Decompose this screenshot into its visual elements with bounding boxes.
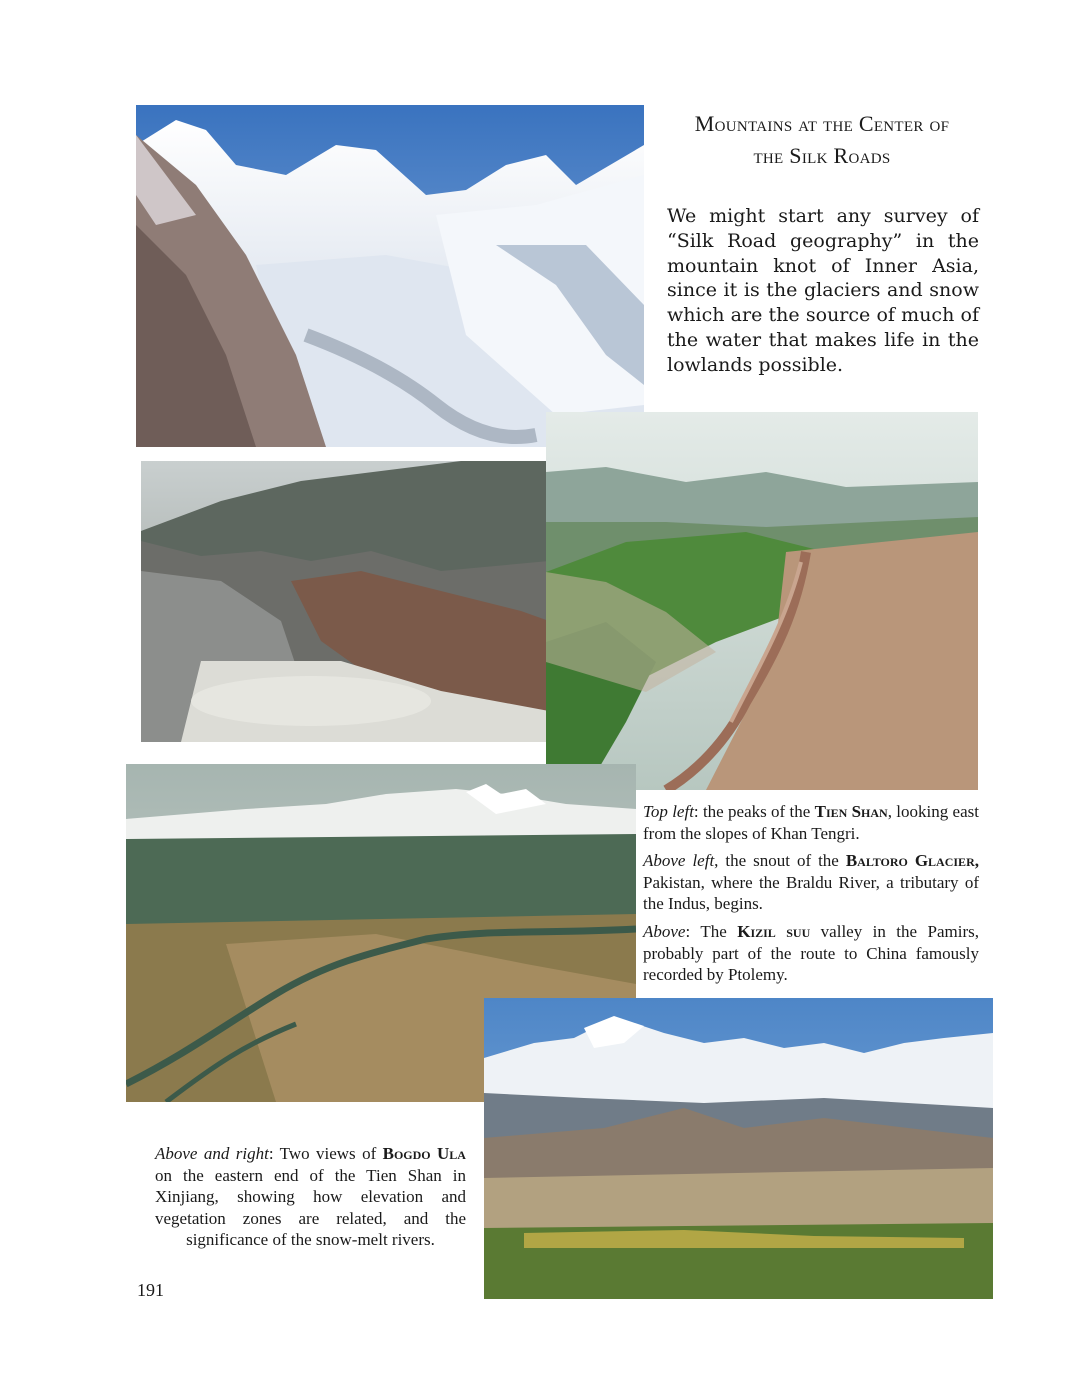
page-title-line-1: Mountains at the Center of <box>694 111 950 136</box>
caption-text: valley in the Pamirs, probably part of the route to China famously recorded by Ptolemy. <box>643 921 979 985</box>
caption-top-left <box>643 801 979 844</box>
caption-block-bottom <box>155 1143 466 1257</box>
intro-paragraph: We might start any survey of “Silk Road geography” in the mountain knot of Inner Asia, since it is the glaciers and snow which are the source of much of the water that makes life in the lowlands possible. <box>667 205 979 376</box>
caption-text: : the peaks of the <box>693 802 815 821</box>
caption-label: Above left <box>643 851 715 871</box>
caption-text: Pakistan, where the Braldu River, a tributary of the Indus, begins. <box>643 872 979 914</box>
photo-kizil-suu-valley <box>546 412 978 790</box>
caption-label: Above and right <box>155 1144 269 1163</box>
caption-above-and-right <box>155 1143 466 1251</box>
caption-label: Top left <box>643 802 694 821</box>
page-number: 191 <box>137 1280 164 1300</box>
page-title-line-2: the Silk Roads <box>753 143 891 168</box>
caption-place-name: Tien Shan <box>814 802 888 821</box>
photo-tien-shan-peaks <box>136 105 644 447</box>
caption-text: , the snout of the <box>714 851 846 871</box>
caption-above-left <box>643 850 979 915</box>
caption-text: , looking east from the slopes of Khan Tengri. <box>643 802 979 843</box>
caption-text: on the eastern end of the Tien Shan in Xinjiang, showing how elevation and vegetation zones are related, and the significance of the snow-melt rivers. <box>155 1165 466 1250</box>
caption-block-right <box>643 801 979 992</box>
caption-label: Above <box>643 921 686 941</box>
caption-text: : The <box>685 921 738 941</box>
caption-above <box>643 921 979 986</box>
caption-place-name: Baltoro Glacier, <box>845 851 979 871</box>
photo-bogdo-ula-valley <box>484 998 993 1299</box>
caption-place-name: Bogdo Ula <box>382 1144 466 1163</box>
caption-text: : Two views of <box>268 1144 383 1163</box>
page-title <box>652 108 992 172</box>
caption-place-name: Kizil suu <box>737 921 811 941</box>
photo-baltoro-glacier <box>141 461 549 742</box>
